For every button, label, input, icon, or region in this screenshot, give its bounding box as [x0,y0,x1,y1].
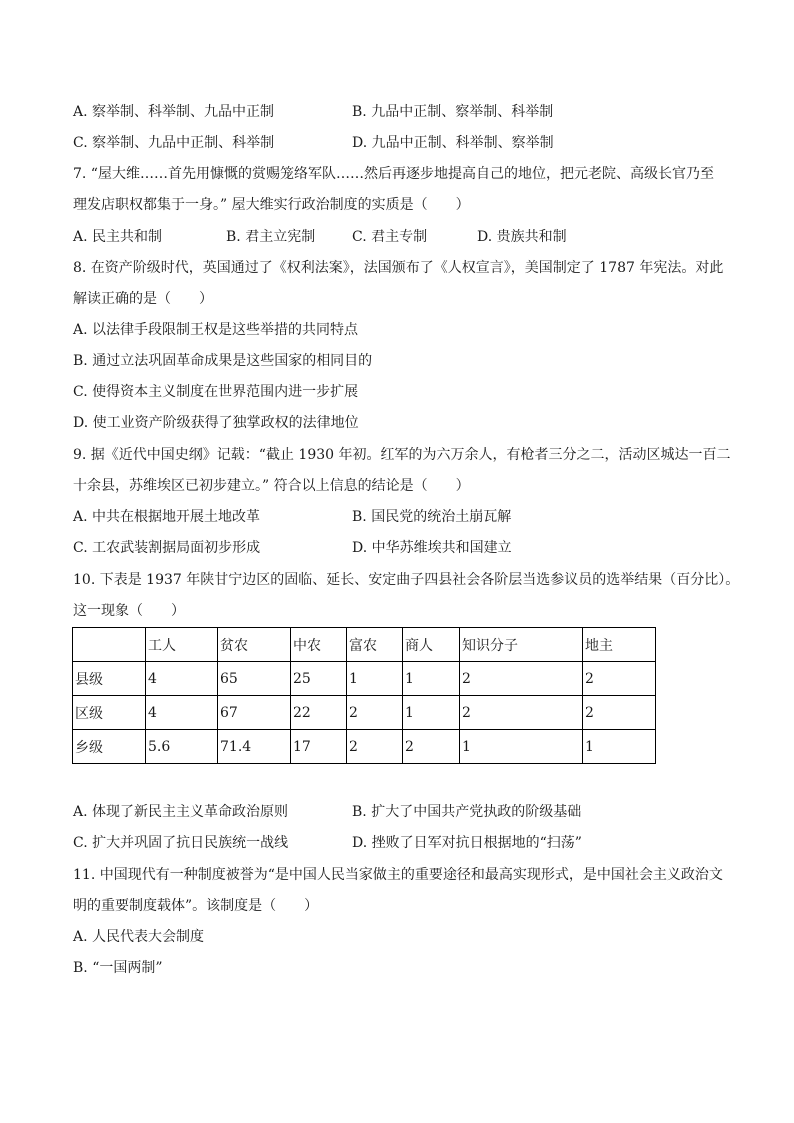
q7-option-b: B. 君主立宪制 [226,229,316,245]
table-header-cell: 商人 [403,628,460,662]
table-cell: 乡级 [73,730,146,764]
table-row [73,662,656,696]
q9-stem-line1: 9. 据《近代中国史纲》记载：“截止 1930 年初。红军的为六万余人，有枪者三分之二，活动区城达一百二 [73,447,731,463]
q6-option-c: C. 察举制、九品中正制、科举制 [73,135,275,151]
table-cell: 5.6 [146,730,218,764]
table-header-cell: 地主 [583,628,656,662]
table-cell: 2 [583,662,656,696]
q11-option-a: A. 人民代表大会制度 [73,929,205,945]
table-cell: 17 [291,730,347,764]
q6-option-d: D. 九品中正制、科举制、察举制 [352,135,554,151]
table-cell: 25 [291,662,347,696]
table-cell: 4 [146,662,218,696]
table-cell: 2 [460,662,583,696]
table-cell: 1 [583,730,656,764]
q6-option-a: A. 察举制、科举制、九品中正制 [73,104,275,120]
table-cell: 2 [460,696,583,730]
q8-stem-line2: 解读正确的是（ ） [73,291,213,307]
q10-option-d: D. 挫败了日军对抗日根据地的“扫荡” [352,835,582,851]
table-header-cell: 中农 [291,628,347,662]
table-cell: 67 [218,696,291,730]
q7-stem-line1: 7. “屋大维……首先用慷慨的赏赐笼络军队……然后再逐步地提高自己的地位，把元老院、高级长官乃至 [73,166,714,182]
q10-option-b: B. 扩大了中国共产党执政的阶级基础 [352,804,582,820]
table-cell: 2 [347,696,403,730]
q10-option-a: A. 体现了新民主主义革命政治原则 [73,804,289,820]
table-cell: 2 [583,696,656,730]
q9-stem-line2: 十余县，苏维埃区已初步建立。” 符合以上信息的结论是（ ） [73,478,470,494]
table-cell: 1 [460,730,583,764]
q7-option-a: A. 民主共和制 [73,229,163,245]
q9-option-c: C. 工农武装割据局面初步形成 [73,540,261,556]
q10-stem-line2: 这一现象（ ） [73,603,185,619]
table-header-cell: 贫农 [218,628,291,662]
q9-option-a: A. 中共在根据地开展土地改革 [73,509,261,525]
q11-stem-line2: 明的重要制度载体”。该制度是（ ） [73,898,319,914]
q7-stem-line2: 理发店职权都集于一身。” 屋大维实行政治制度的实质是（ ） [73,197,470,213]
table-cell: 1 [347,662,403,696]
table-cell: 71.4 [218,730,291,764]
q10-stem-line1: 10. 下表是 1937 年陕甘宁边区的固临、延长、安定曲子四县社会各阶层当选参议员的选举结果（百分比）。 [73,572,740,588]
q9-option-d: D. 中华苏维埃共和国建立 [352,540,512,556]
q9-option-b: B. 国民党的统治土崩瓦解 [352,509,512,525]
table-cell: 1 [403,696,460,730]
q8-option-d: D. 使工业资产阶级获得了独掌政权的法律地位 [73,415,359,431]
q8-option-b: B. 通过立法巩固革命成果是这些国家的相同目的 [73,353,373,369]
q7-option-c: C. 君主专制 [352,229,428,245]
q7-option-d: D. 贵族共和制 [477,229,567,245]
table-cell: 2 [403,730,460,764]
table-cell: 1 [403,662,460,696]
q11-option-b: B. “一国两制” [73,960,163,976]
table-row [73,696,656,730]
table-header-cell [73,628,146,662]
table-header-cell: 富农 [347,628,403,662]
table-cell: 区级 [73,696,146,730]
table-header-cell: 知识分子 [460,628,583,662]
table-cell: 65 [218,662,291,696]
table-cell: 4 [146,696,218,730]
q10-option-c: C. 扩大并巩固了抗日民族统一战线 [73,835,289,851]
q8-option-c: C. 使得资本主义制度在世界范围内进一步扩展 [73,384,359,400]
table-header-cell: 工人 [146,628,218,662]
table-row [73,730,656,764]
table-cell: 2 [347,730,403,764]
q6-option-b: B. 九品中正制、察举制、科举制 [352,104,554,120]
q8-option-a: A. 以法律手段限制王权是这些举措的共同特点 [73,322,359,338]
table-header-row [73,628,656,662]
table-cell: 22 [291,696,347,730]
q11-stem-line1: 11. 中国现代有一种制度被誉为“是中国人民当家做主的重要途径和最高实现形式，是中国社会主义政治文 [73,867,723,883]
table-cell: 县级 [73,662,146,696]
election-results-table [72,627,656,764]
q8-stem-line1: 8. 在资产阶级时代，英国通过了《权利法案》，法国颁布了《人权宣言》，美国制定了 1787 年宪法。对此 [73,260,724,276]
